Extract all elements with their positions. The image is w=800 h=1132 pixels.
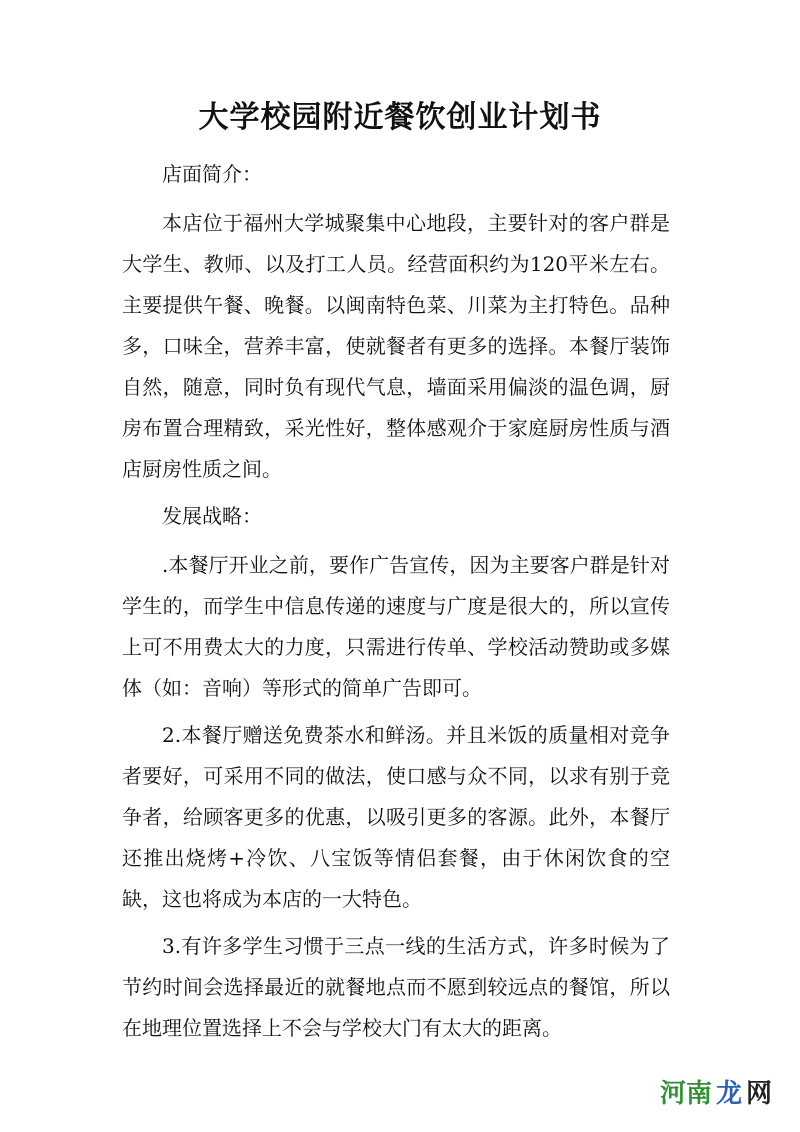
document-body bbox=[122, 154, 670, 1055]
paragraph-store-intro: 本店位于福州大学城聚集中心地段，主要针对的客户群是大学生、教师、以及打工人员。经营面积约为120平米左右。主要提供午餐、晚餐。以闽南特色菜、川菜为主打特色。品种多，口味全，营养丰富，使就餐者有更多的选择。本餐厅装饰自然，随意，同时负有现代气息，墙面采用偏淡的温色调，厨房布置合理精致，采光性好，整体感观介于家庭厨房性质与酒店厨房性质之间。 bbox=[122, 211, 670, 481]
paragraph-strategy-1: .本餐厅开业之前，要作广告宣传，因为主要客户群是针对学生的，而学生中信息传递的速度与广度是很大的，所以宣传上可不用费太大的力度，只需进行传单、学校活动赞助或多媒体（如：音响）等形式的简单广告即可。 bbox=[122, 553, 670, 700]
paragraph-strategy-3: 3.有许多学生习惯于三点一线的生活方式，许多时候为了节约时间会选择最近的就餐地点而不愿到较远点的餐馆，所以在地理位置选择上不会与学校大门有太大的距离。 bbox=[122, 934, 670, 1040]
section-heading-strategy: 发展战略： bbox=[162, 504, 262, 528]
document-title: 大学校园附近餐饮创业计划书 bbox=[198, 100, 602, 135]
watermark-text-part3: 网 bbox=[745, 1079, 772, 1109]
paragraph-strategy-2: 2.本餐厅赠送免费茶水和鲜汤。并且米饭的质量相对竞争者要好，可采用不同的做法，使口感与众不同，以求有别于竞争者，给顾客更多的优惠，以吸引更多的客源。此外，本餐厅还推出烧烤+冷饮、八宝饭等情侣套餐，由于休闲饮食的空缺，这也将成为本店的一大特色。 bbox=[122, 723, 670, 911]
watermark-text-part1: 河南 bbox=[659, 1079, 712, 1109]
section-heading-store-intro: 店面简介： bbox=[162, 162, 262, 186]
watermark-text-part2: 龙 bbox=[715, 1079, 742, 1109]
site-watermark-logo bbox=[660, 1073, 772, 1110]
